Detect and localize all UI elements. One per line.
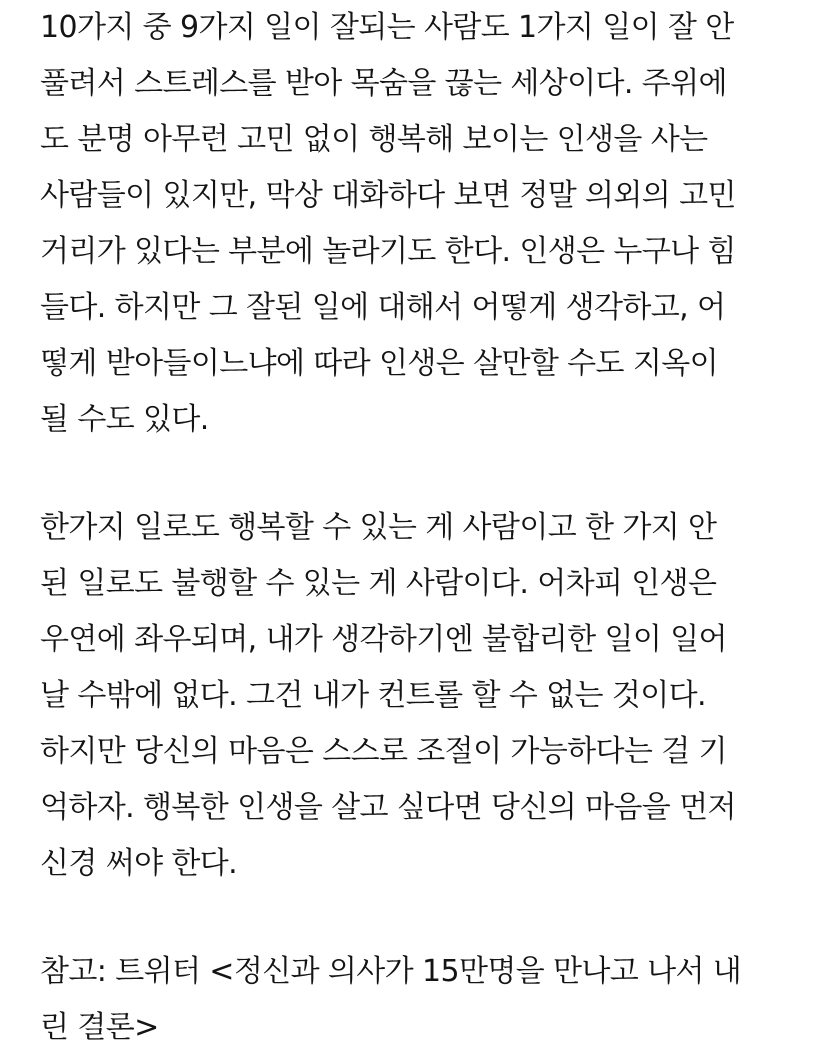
text-line: 억하자. 행복한 인생을 살고 싶다면 당신의 마음을 먼저 <box>40 790 736 825</box>
text-line: 한가지 일로도 행복할 수 있는 게 사람이고 한 가지 안 <box>40 510 717 545</box>
article-body <box>40 0 788 1056</box>
text-line: 거리가 있다는 부분에 놀라기도 한다. 인생은 누구나 힘 <box>40 234 736 269</box>
text-line: 우연에 좌우되며, 내가 생각하기엔 불합리한 일이 일어 <box>40 622 727 657</box>
paragraph-1 <box>40 0 788 448</box>
text-line: 하지만 당신의 마음은 스스로 조절이 가능하다는 걸 기 <box>40 734 727 769</box>
text-line: 된 일로도 불행할 수 있는 게 사람이다. 어차피 인생은 <box>40 566 717 601</box>
text-line: 도 분명 아무런 고민 없이 행복해 보이는 인생을 사는 <box>40 122 708 157</box>
text-line: 떻게 받아들이느냐에 따라 인생은 살만할 수도 지옥이 <box>40 346 718 381</box>
text-line: 참고: 트위터 <정신과 의사가 15만명을 만나고 나서 내 <box>40 954 742 989</box>
text-line: 풀려서 스트레스를 받아 목숨을 끊는 세상이다. 주위에 <box>40 66 727 101</box>
text-line: 린 결론> <box>40 1010 159 1045</box>
text-line: 들다. 하지만 그 잘된 일에 대해서 어떻게 생각하고, 어 <box>40 290 726 325</box>
reference-note <box>40 944 788 1056</box>
text-line: 10가지 중 9가지 일이 잘되는 사람도 1가지 일이 잘 안 <box>40 10 734 45</box>
text-line: 될 수도 있다. <box>40 402 209 437</box>
text-line: 신경 써야 한다. <box>40 846 238 881</box>
paragraph-2 <box>40 500 788 892</box>
text-line: 사람들이 있지만, 막상 대화하다 보면 정말 의외의 고민 <box>40 178 736 213</box>
text-line: 날 수밖에 없다. 그건 내가 컨트롤 할 수 없는 것이다. <box>40 678 706 713</box>
